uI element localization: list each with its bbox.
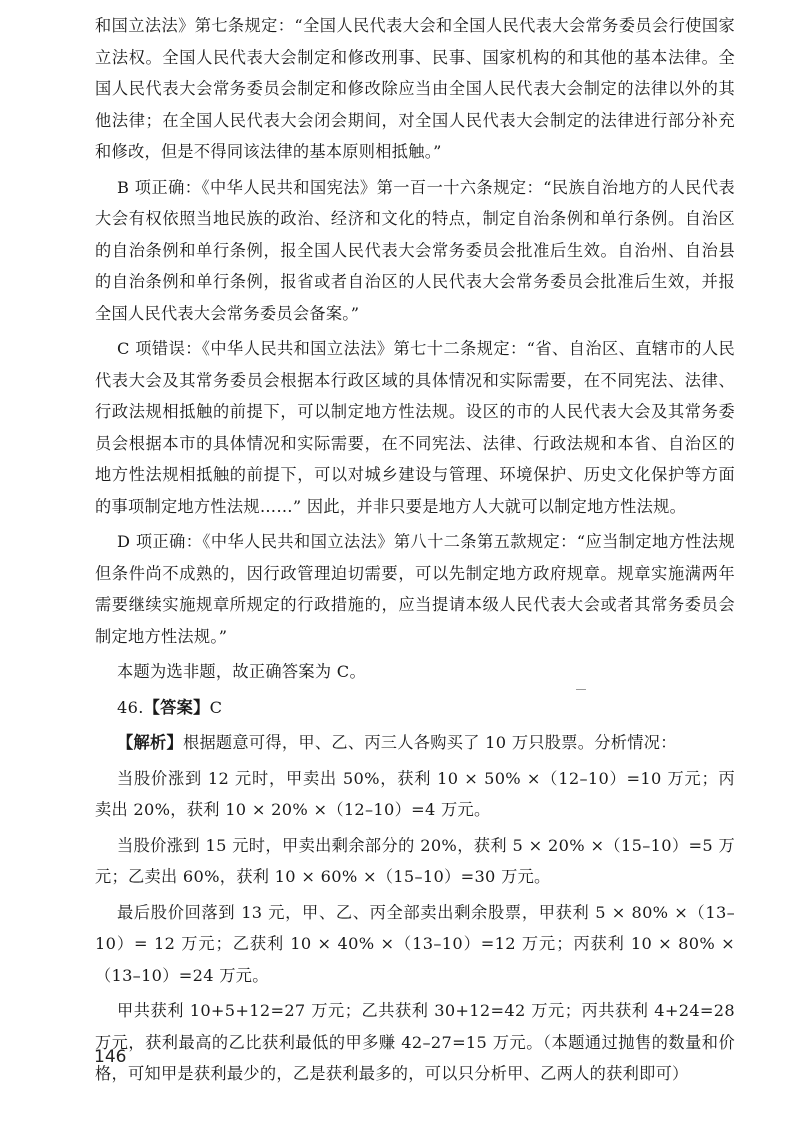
question-number: 46. <box>117 697 144 717</box>
calc-paragraph-12-yuan: 当股价涨到 12 元时，甲卖出 50%，获利 10 × 50% ×（12–10）=10 万元；丙卖出 20%，获利 10 × 20% ×（12–10）=4 万元。 <box>95 768 735 819</box>
answer-line <box>95 692 735 724</box>
calc-paragraph-totals: 甲共获利 10+5+12=27 万元；乙共获利 30+12=42 万元；丙共获利 4+24=28 万元，获利最高的乙比获利最低的甲多赚 42–27=15 万元。（本题通过抛售的数量和价格，可知甲是获利最少的，乙是获利最多的，可以只分析甲、乙两人的获利即可） <box>95 1001 735 1083</box>
page-content <box>95 10 735 1090</box>
page-number: 146 <box>94 1047 127 1067</box>
paragraph-option-c: C 项错误：《中华人民共和国立法法》第七十二条规定：“省、自治区、直辖市的人民代表大会及其常务委员会根据本行政区域的具体情况和实际需要，在不同宪法、法律、行政法规相抵触的前提下，可以制定地方性法规。设区的市的人民代表大会及其常务委员会根据本市的具体情况和实际需要，在不同宪法、法律、行政法规和本省、自治区的地方性法规相抵触的前提下，可以对城乡建设与管理、环境保护、历史文化保护等方面的事项制定地方性法规……” 因此，并非只要是地方人大就可以制定地方性法规。 <box>95 339 735 516</box>
paragraph-option-d: D 项正确：《中华人民共和国立法法》第八十二条第五款规定：“应当制定地方性法规但条件尚不成熟的，因行政管理迫切需要，可以先制定地方政府规章。规章实施满两年需要继续实施规章所规定的行政措施的，应当提请本级人民代表大会或者其常务委员会制定地方性法规。” <box>95 532 735 646</box>
analysis-text: 根据题意可得，甲、乙、丙三人各购买了 10 万只股票。分析情况： <box>182 733 677 752</box>
analysis-label: 【解析】 <box>117 733 183 752</box>
paragraph-conclusion: 本题为选非题，故正确答案为 C。 <box>117 662 366 681</box>
answer-value: C <box>209 697 223 717</box>
calc-paragraph-15-yuan: 当股价涨到 15 元时，甲卖出剩余部分的 20%，获利 5 × 20% ×（15–10）=5 万元；乙卖出 60%，获利 10 × 60% ×（15–10）=30 万元。 <box>95 835 735 886</box>
analysis-line <box>95 727 735 759</box>
scan-mark <box>576 689 586 690</box>
answer-label: 【答案】 <box>143 697 210 717</box>
paragraph-legislation-law-art7: 和国立法法》第七条规定：“全国人民代表大会和全国人民代表大会常务委员会行使国家立法权。全国人民代表大会制定和修改刑事、民事、国家机构的和其他的基本法律。全国人民代表大会常务委员会制定和修改除应当由全国人民代表大会制定的法律以外的其他法律；在全国人民代表大会闭会期间，对全国人民代表大会制定的法律进行部分补充和修改，但是不得同该法律的基本原则相抵触。” <box>95 16 735 161</box>
calc-paragraph-13-yuan: 最后股价回落到 13 元，甲、乙、丙全部卖出剩余股票，甲获利 5 × 80% ×（13–10）= 12 万元；乙获利 10 × 40% ×（13–10）=12 万元；丙获利 10 × 80% ×（13–10）=24 万元。 <box>95 902 735 985</box>
paragraph-option-b: B 项正确：《中华人民共和国宪法》第一百一十六条规定：“民族自治地方的人民代表大会有权依照当地民族的政治、经济和文化的特点，制定自治条例和单行条例。自治区的自治条例和单行条例，报全国人民代表大会常务委员会批准后生效。自治州、自治县的自治条例和单行条例，报省或者自治区的人民代表大会常务委员会批准后生效，并报全国人民代表大会常务委员会备案。” <box>95 177 735 323</box>
